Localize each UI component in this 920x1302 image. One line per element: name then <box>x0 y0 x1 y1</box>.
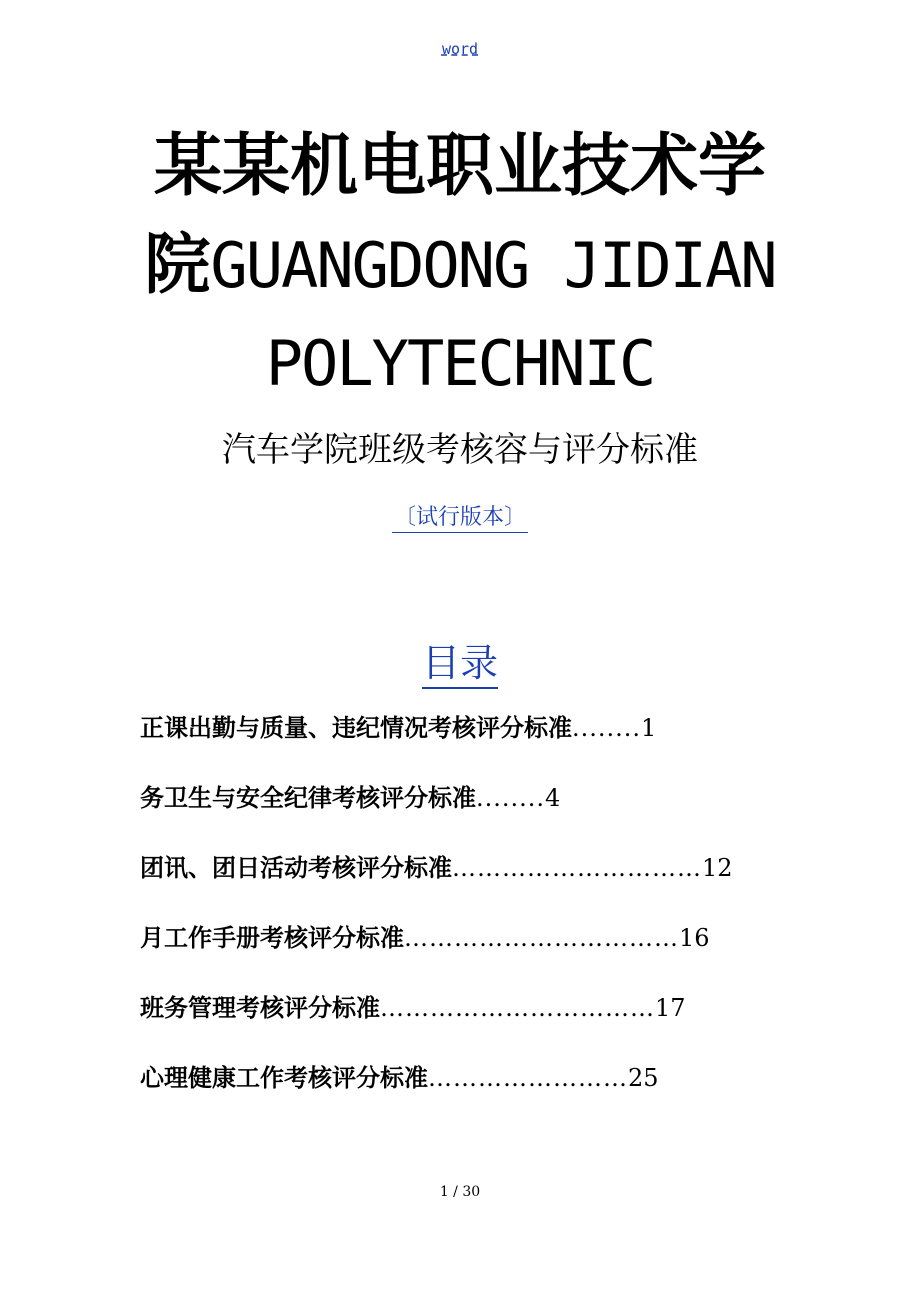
toc-heading[interactable] <box>0 632 920 687</box>
toc-heading-link[interactable]: 目录 <box>422 641 498 689</box>
toc-item-page: 12 <box>702 854 733 882</box>
title-line-3: POLYTECHNIC <box>265 327 655 400</box>
table-of-contents <box>140 704 800 1124</box>
toc-item-leader: …………………………… <box>404 924 679 952</box>
toc-item-page: 25 <box>628 1064 659 1092</box>
toc-item-text: 班务管理考核评分标准 <box>140 994 380 1022</box>
toc-item[interactable] <box>140 1054 800 1124</box>
title-line-2 <box>60 216 860 315</box>
toc-item-leader: ........ <box>476 784 546 812</box>
toc-item-page: 1 <box>641 714 657 742</box>
toc-item-page: 17 <box>655 994 686 1022</box>
title-line-2-en: GUANGDONG JIDIAN <box>210 229 776 302</box>
toc-item-text: 月工作手册考核评分标准 <box>140 924 404 952</box>
toc-item-text: 团讯、团日活动考核评分标准 <box>140 854 452 882</box>
toc-item-leader: …………………… <box>428 1064 628 1092</box>
toc-item-text: 正课出勤与质量、违纪情况考核评分标准 <box>140 714 572 742</box>
toc-item-page: 16 <box>679 924 710 952</box>
page-indicator: 1 / 30 <box>439 1184 481 1200</box>
toc-item-leader: …………………………… <box>380 994 655 1022</box>
toc-item-leader: ........ <box>572 714 642 742</box>
toc-item[interactable] <box>140 774 800 844</box>
toc-item-page: 4 <box>545 784 561 812</box>
version-note-link[interactable]: 〔试行版本〕 <box>392 505 528 533</box>
toc-item[interactable] <box>140 704 800 774</box>
toc-item[interactable] <box>140 914 800 984</box>
document-title <box>60 118 860 413</box>
title-line-2-cn: 院 <box>144 226 211 303</box>
toc-item-text: 务卫生与安全纪律考核评分标准 <box>140 784 476 812</box>
toc-item-text: 心理健康工作考核评分标准 <box>140 1064 428 1092</box>
toc-item[interactable] <box>140 844 800 914</box>
header-word-link[interactable]: word <box>441 40 479 58</box>
toc-item-leader: ………………………… <box>452 854 702 882</box>
toc-item[interactable] <box>140 984 800 1054</box>
title-line-1: 某某机电职业技术学 <box>153 127 766 206</box>
version-note[interactable] <box>0 500 920 531</box>
document-subtitle: 汽车学院班级考核容与评分标准 <box>222 430 698 470</box>
